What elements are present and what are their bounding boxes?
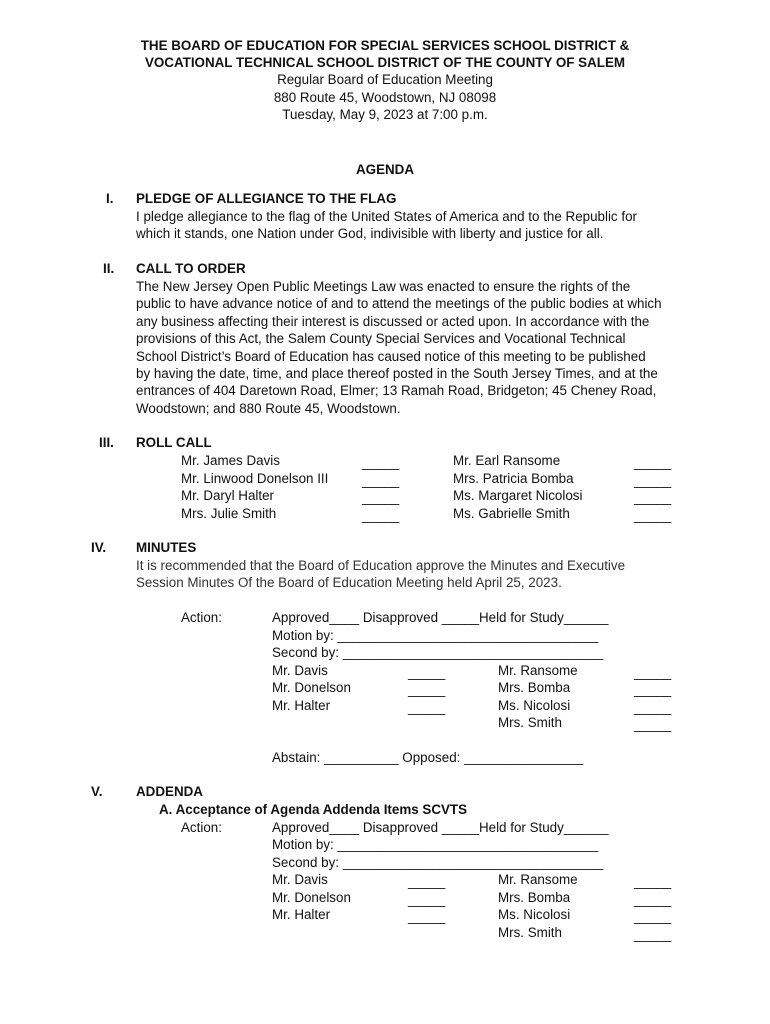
minutes-vote-member: Mr. Halter — [272, 698, 331, 713]
meeting-datetime: Tuesday, May 9, 2023 at 7:00 p.m. — [282, 107, 488, 122]
roll-call-blank[interactable]: _____ — [362, 508, 400, 523]
call-to-order-line: Woodstown; and 880 Route 45, Woodstown. — [136, 400, 401, 416]
addenda-action-label: Action: — [181, 820, 222, 835]
addenda-second-by[interactable]: Second by: ___________________________________ — [272, 855, 604, 870]
district-title-line-2: VOCATIONAL TECHNICAL SCHOOL DISTRICT OF THE COUNTY OF SALEM — [144, 55, 626, 70]
addenda-vote-blank[interactable]: _____ — [634, 874, 672, 889]
minutes-line: It is recommended that the Board of Education approve the Minutes and Executive — [136, 558, 626, 573]
agenda-title: AGENDA — [355, 162, 415, 177]
minutes-vote-blank[interactable]: _____ — [408, 700, 446, 715]
addenda-vote-blank[interactable]: _____ — [408, 909, 446, 924]
addenda-vote-blank[interactable]: _____ — [408, 892, 446, 907]
section-numeral-call-to-order: II. — [103, 261, 115, 276]
minutes-vote-member: Mrs. Smith — [498, 715, 562, 730]
meeting-type: Regular Board of Education Meeting — [277, 72, 493, 87]
section-title-call-to-order: CALL TO ORDER — [136, 261, 246, 276]
addenda-action-options[interactable]: Approved____ Disapproved _____Held for Study______ — [272, 820, 609, 835]
minutes-action-label: Action: — [181, 610, 222, 625]
addenda-vote-blank[interactable]: _____ — [408, 874, 446, 889]
addenda-vote-member: Mr. Ransome — [498, 872, 578, 887]
minutes-vote-member: Mr. Ransome — [498, 663, 578, 678]
call-to-order-line: The New Jersey Open Public Meetings Law was enacted to ensure the rights of the — [136, 279, 631, 294]
roll-call-blank[interactable]: _____ — [634, 455, 672, 470]
roll-call-member: Mrs. Patricia Bomba — [453, 471, 574, 486]
section-numeral-pledge: I. — [106, 191, 114, 206]
section-title-minutes: MINUTES — [136, 540, 197, 555]
minutes-vote-blank[interactable]: _____ — [634, 682, 672, 697]
minutes-vote-blank[interactable]: _____ — [408, 665, 446, 680]
roll-call-member: Mr. Linwood Donelson III — [181, 471, 329, 486]
section-title-addenda: ADDENDA — [136, 784, 203, 799]
roll-call-blank[interactable]: _____ — [362, 490, 400, 505]
addenda-vote-member: Mr. Davis — [272, 872, 328, 887]
minutes-vote-member: Mrs. Bomba — [498, 680, 571, 695]
roll-call-member: Ms. Gabrielle Smith — [453, 506, 570, 521]
addenda-vote-member: Mrs. Smith — [498, 925, 562, 940]
addenda-motion-by[interactable]: Motion by: ___________________________________ — [272, 837, 599, 852]
minutes-vote-member: Ms. Nicolosi — [498, 698, 571, 713]
minutes-vote-blank[interactable]: _____ — [634, 700, 672, 715]
call-to-order-line: public to have advance notice of and to attend the meetings of the public bodies at which — [136, 296, 662, 312]
district-title-line-1: THE BOARD OF EDUCATION FOR SPECIAL SERVICES SCHOOL DISTRICT & — [140, 38, 630, 53]
addenda-vote-blank[interactable]: _____ — [634, 927, 672, 942]
section-title-roll-call: ROLL CALL — [136, 435, 212, 450]
minutes-vote-blank[interactable]: _____ — [634, 717, 672, 732]
addenda-subtitle: A. Acceptance of Agenda Addenda Items SCVTS — [159, 802, 468, 817]
addenda-vote-member: Mrs. Bomba — [498, 890, 571, 905]
call-to-order-line: provisions of this Act, the Salem County Special Services and Vocational Technical — [136, 331, 626, 347]
pledge-line: which it stands, one Nation under God, indivisible with liberty and justice for all. — [136, 226, 604, 242]
roll-call-member: Mr. Earl Ransome — [453, 453, 561, 468]
pledge-text — [136, 208, 696, 243]
call-to-order-line: entrances of 404 Daretown Road, Elmer; 13 Ramah Road, Bridgeton; 45 Cheney Road, — [136, 383, 657, 399]
minutes-line: Session Minutes Of the Board of Education Meeting held April 25, 2023. — [136, 575, 562, 591]
call-to-order-text — [136, 278, 696, 417]
section-numeral-roll-call: III. — [99, 435, 114, 450]
roll-call-blank[interactable]: _____ — [362, 473, 400, 488]
minutes-second-by[interactable]: Second by: ___________________________________ — [272, 645, 604, 660]
call-to-order-line: by having the date, time, and place thereof posted in the South Jersey Times, and at the — [136, 366, 658, 382]
section-numeral-addenda: V. — [91, 784, 103, 799]
meeting-address: 880 Route 45, Woodstown, NJ 08098 — [273, 90, 497, 105]
roll-call-member: Mr. James Davis — [181, 453, 280, 468]
minutes-abstain-opposed[interactable]: Abstain: __________ Opposed: ________________ — [272, 750, 584, 765]
addenda-vote-blank[interactable]: _____ — [634, 892, 672, 907]
minutes-vote-blank[interactable]: _____ — [408, 682, 446, 697]
addenda-vote-member: Mr. Donelson — [272, 890, 351, 905]
roll-call-blank[interactable]: _____ — [634, 490, 672, 505]
minutes-vote-member: Mr. Davis — [272, 663, 328, 678]
minutes-text — [136, 557, 696, 592]
pledge-line: I pledge allegiance to the flag of the United States of America and to the Republic for — [136, 209, 637, 224]
section-title-pledge: PLEDGE OF ALLEGIANCE TO THE FLAG — [136, 191, 397, 206]
roll-call-blank[interactable]: _____ — [362, 455, 400, 470]
call-to-order-line: School District’s Board of Education has caused notice of this meeting to be published — [136, 348, 646, 364]
roll-call-member: Mrs. Julie Smith — [181, 506, 277, 521]
roll-call-blank[interactable]: _____ — [634, 473, 672, 488]
addenda-vote-blank[interactable]: _____ — [634, 909, 672, 924]
addenda-vote-member: Ms. Nicolosi — [498, 907, 571, 922]
minutes-motion-by[interactable]: Motion by: ___________________________________ — [272, 628, 599, 643]
call-to-order-line: any business affecting their interest is discussed or acted upon. In accordance with the — [136, 313, 650, 329]
minutes-vote-blank[interactable]: _____ — [634, 665, 672, 680]
roll-call-blank[interactable]: _____ — [634, 508, 672, 523]
minutes-action-options[interactable]: Approved____ Disapproved _____Held for Study______ — [272, 610, 609, 625]
minutes-vote-member: Mr. Donelson — [272, 680, 351, 695]
addenda-vote-member: Mr. Halter — [272, 907, 331, 922]
roll-call-member: Ms. Margaret Nicolosi — [453, 488, 583, 503]
section-numeral-minutes: IV. — [91, 540, 107, 555]
roll-call-member: Mr. Daryl Halter — [181, 488, 275, 503]
